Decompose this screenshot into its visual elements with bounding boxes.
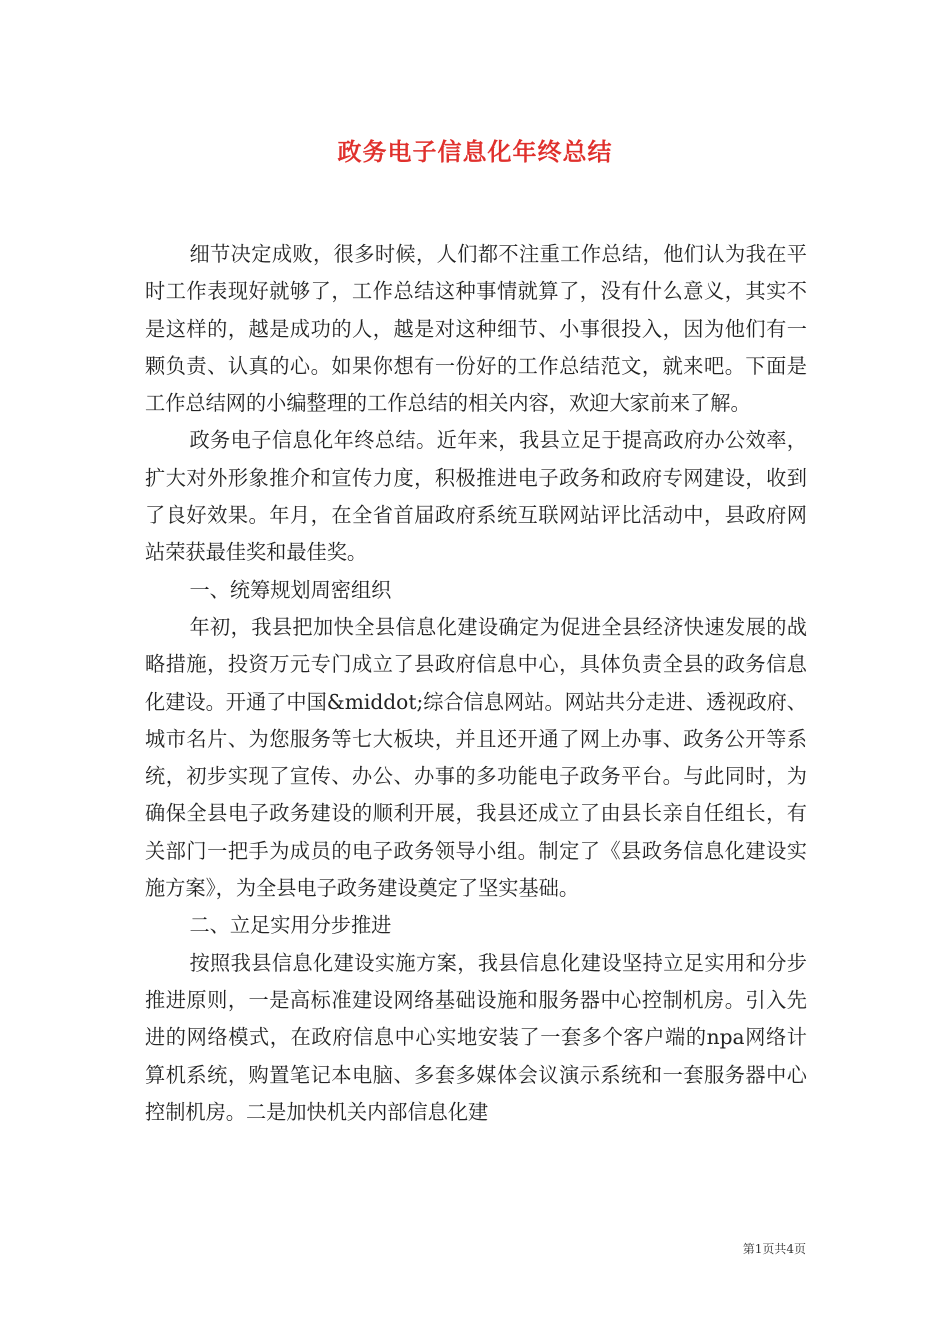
paragraph-intro: 细节决定成败，很多时候，人们都不注重工作总结，他们认为我在平时工作表现好就够了，工作总结这种事情就算了，没有什么意义，其实不是这样的，越是成功的人，越是对这种细节、小事很投入，因为他们有一颗负责、认真的心。如果你想有一份好的工作总结范文，就来吧。下面是工作总结网的小编整理的工作总结的相关内容，欢迎大家前来了解。 bbox=[145, 242, 807, 416]
paragraph-section-1: 年初，我县把加快全县信息化建设确定为促进全县经济快速发展的战略措施，投资万元专门成立了县政府信息中心，具体负责全县的政务信息化建设。开通了中国&middot;综合信息网站。网站共分走进、透视政府、城市名片、为您服务等七大板块，并且还开通了网上办事、政务公开等系统，初步实现了宣传、办公、办事的多功能电子政务平台。与此同时，为确保全县电子政务建设的顺利开展，我县还成立了由县长亲自任组长，有关部门一把手为成员的电子政务领导小组。制定了《县政务信息化建设实施方案》，为全县电子政务建设奠定了坚实基础。 bbox=[145, 614, 807, 901]
document-body bbox=[145, 236, 807, 1131]
section-heading-2: 二、立足实用分步推进 bbox=[189, 913, 392, 938]
section-heading-1: 一、统筹规划周密组织 bbox=[189, 577, 392, 602]
document-title: 政务电子信息化年终总结 bbox=[337, 137, 613, 166]
page-number: 第1页共4页 bbox=[742, 1242, 806, 1256]
paragraph-summary: 政务电子信息化年终总结。近年来，我县立足于提高政府办公效率，扩大对外形象推介和宣传力度，积极推进电子政务和政府专网建设，收到了良好效果。年月，在全省首届政府系统互联网站评比活动中，县政府网站荣获最佳奖和最佳奖。 bbox=[145, 428, 807, 565]
paragraph-section-2: 按照我县信息化建设实施方案，我县信息化建设坚持立足实用和分步推进原则，一是高标准建设网络基础设施和服务器中心控制机房。引入先进的网络模式，在政府信息中心实地安装了一套多个客户端的npa网络计算机系统，购置笔记本电脑、多套多媒体会议演示系统和一套服务器中心控制机房。二是加快机关内部信息化建 bbox=[145, 950, 807, 1124]
